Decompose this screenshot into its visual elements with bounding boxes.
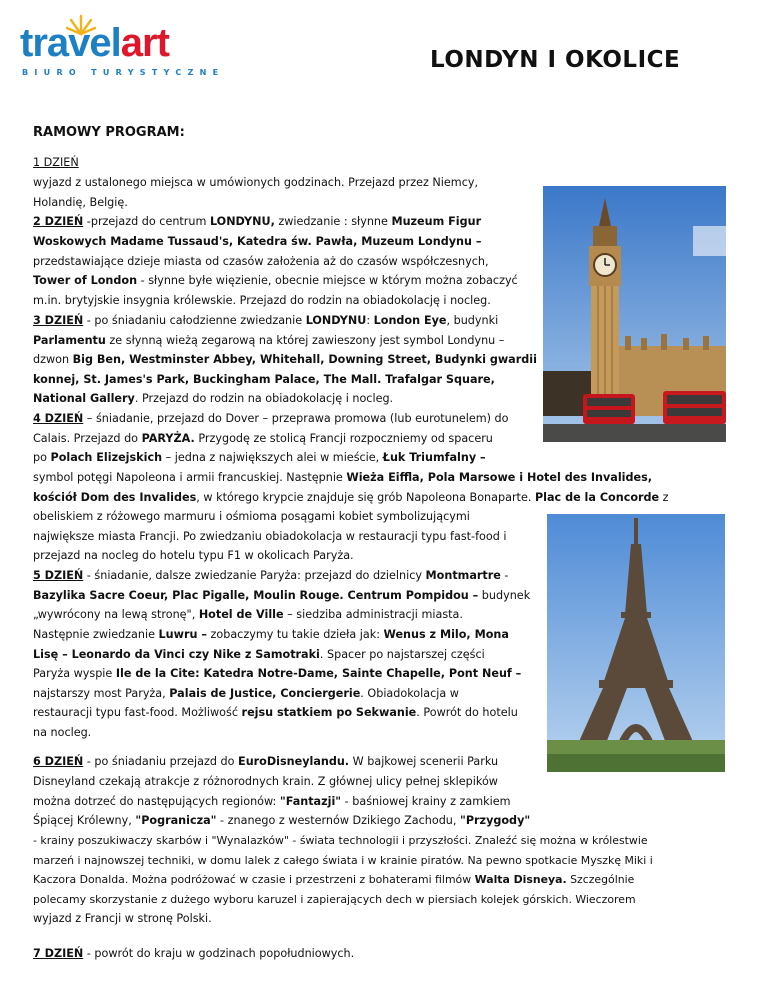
program-heading: RAMOWY PROGRAM: [33, 125, 185, 140]
day2-line: Tower of London - słynne byłe więzienie, obecnie miejsce w którym można zobaczyć [33, 274, 518, 287]
day5-line: Lisę – Leonardo da Vinci czy Nike z Samotraki. Spacer po najstarszej części [33, 648, 485, 661]
day4-line: obeliskiem z różowego marmuru i ośmioma posągami kobiet symbolizującymi [33, 510, 470, 523]
day1-text-line: wyjazd z ustalonego miejsca w umówionych godzinach. Przejazd przez Niemcy, [33, 176, 479, 189]
day2-line: Woskowych Madame Tussaud's, Katedra św. Pawła, Muzeum Londynu – [33, 235, 482, 248]
day2-line: przedstawiające dzieje miasta od czasów założenia aż do czasów współczesnych, [33, 255, 489, 268]
day5-line: 5 DZIEŃ - śniadanie, dalsze zwiedzanie Paryża: przejazd do dzielnicy Montmartre - [33, 569, 509, 582]
day1-label: 1 DZIEŃ [33, 156, 79, 169]
day5-line: najstarszy most Paryża, Palais de Justice, Conciergerie. Obiadokolacja w [33, 687, 459, 700]
day4-line: Calais. Przejazd do PARYŻA. Przygodę ze stolicą Francji rozpoczniemy od spaceru [33, 432, 493, 445]
logo-wordmark [20, 20, 169, 66]
day5-line: „wywrócony na lewą stronę", Hotel de Ville – siedziba administracji miasta. [33, 608, 463, 621]
day4-line: po Polach Elizejskich – jedna z największych alei w mieście, Łuk Triumfalny – [33, 451, 486, 464]
day6-line: Disneyland czekają atrakcje z różnorodnych krain. Z głównej ulicy pełnej sklepików [33, 775, 498, 788]
day6-line: Śpiącej Królewny, "Pogranicza" - znanego z westernów Dzikiego Zachodu, "Przygody" [33, 814, 531, 827]
day5-line: Paryża wyspie Ile de la Cite: Katedra Notre-Dame, Sainte Chapelle, Pont Neuf – [33, 667, 522, 680]
day5-line: Bazylika Sacre Coeur, Plac Pigalle, Moulin Rouge. Centrum Pompidou – budynek [33, 589, 531, 602]
day4-line: największe miasta Francji. Po zwiedzaniu obiadokolacja w restauracji typu fast-food i [33, 530, 507, 543]
day6-line: wyjazd z Francji w stronę Polski. [33, 912, 212, 925]
day6-line: - krainy poszukiwaczy skarbów i "Wynalazków" - świata technologii i przyszłości. Znaleźć się można w królestwie [33, 834, 648, 847]
day3-line: konnej, St. James's Park, Buckingham Palace, The Mall. Trafalgar Square, [33, 373, 495, 386]
day3-line: dzwon Big Ben, Westminster Abbey, Whitehall, Downing Street, Budynki gwardii [33, 353, 537, 366]
logo-word-travel: travel [20, 21, 121, 65]
day7-line: 7 DZIEŃ - powrót do kraju w godzinach popołudniowych. [33, 947, 355, 960]
day4-line: 4 DZIEŃ – śniadanie, przejazd do Dover – przeprawa promowa (lub eurotunelem) do [33, 412, 509, 425]
day6-line: Kaczora Donalda. Można podróżować w czasie i przestrzeni z bohaterami filmów Walta Disneya. Szczególnie [33, 873, 635, 886]
day5-line: na nocleg. [33, 726, 92, 739]
day4-line: kościół Dom des Invalides, w którego krypcie znajduje się grób Napoleona Bonaparte. Plac de la Concorde z [33, 491, 669, 504]
day6-line: polecamy skorzystanie z dużego wyboru karuzel i zapierających dech w piersiach kolejek górskich. Wieczorem [33, 893, 636, 906]
day6-line: marzeń i najnowszej techniki, w domu lalek z całego świata i w krainie piratów. Na pewno spotkacie Myszkę Miki i [33, 854, 653, 867]
day3-line: Parlamentu ze słynną wieżą zegarową na której zawieszony jest symbol Londynu – [33, 334, 505, 347]
eiffel-tower-photo [547, 514, 725, 772]
day5-line: restauracji typu fast-food. Możliwość rejsu statkiem po Sekwanie. Powrót do hotelu [33, 706, 518, 719]
logo-word-art: art [120, 21, 169, 65]
day4-line: przejazd na nocleg do hotelu typu F1 w okolicach Paryża. [33, 549, 354, 562]
big-ben-photo [543, 186, 726, 442]
day5-line: Następnie zwiedzanie Luwru – zobaczymy tu takie dzieła jak: Wenus z Milo, Mona [33, 628, 509, 641]
day3-line: 3 DZIEŃ - po śniadaniu całodzienne zwiedzanie LONDYNU: London Eye, budynki [33, 314, 499, 327]
day3-line: National Gallery. Przejazd do rodzin na obiadokolację i nocleg. [33, 392, 394, 405]
day4-line: symbol potęgi Napoleona i armii francuskiej. Następnie Wieża Eiffla, Pola Marsowe i Hotel des Invalides, [33, 471, 653, 484]
travelart-logo [18, 14, 225, 84]
day6-line: 6 DZIEŃ - po śniadaniu przejazd do EuroDisneylandu. W bajkowej scenerii Parku [33, 755, 499, 768]
document-title: LONDYN I OKOLICE [430, 47, 681, 73]
day2-line: 2 DZIEŃ -przejazd do centrum LONDYNU, zwiedzanie : słynne Muzeum Figur [33, 215, 482, 228]
day1-text-line: Holandię, Belgię. [33, 196, 128, 209]
day2-line: m.in. brytyjskie insygnia królewskie. Przejazd do rodzin na obiadokolację i nocleg. [33, 294, 491, 307]
day6-line: można dotrzeć do następujących regionów: "Fantazji" - baśniowej krainy z zamkiem [33, 795, 511, 808]
logo-subtitle: BIURO TURYSTYCZNE [22, 68, 225, 77]
